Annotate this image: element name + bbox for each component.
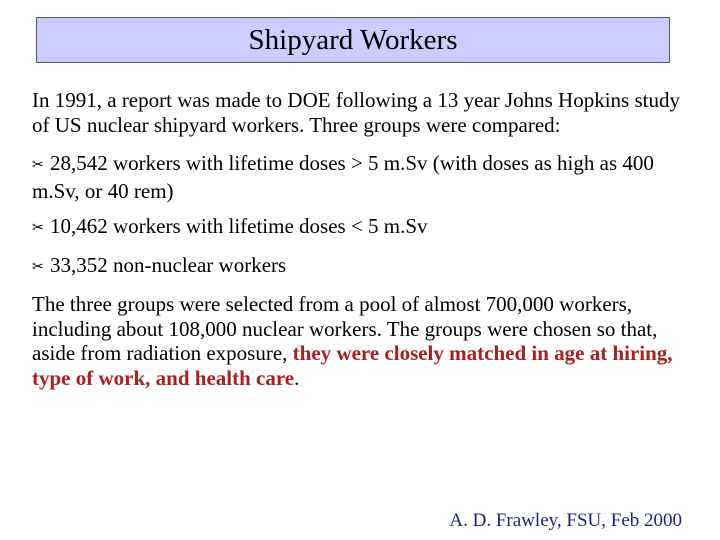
bullet-text: 10,462 workers with lifetime doses < 5 m.Sv	[50, 214, 428, 238]
bullet-item	[32, 253, 692, 281]
conclusion-emphasis: they were closely matched in age at hiring, type of work, and health care	[32, 341, 673, 390]
conclusion-paragraph	[32, 292, 692, 390]
bullet-item	[32, 151, 692, 203]
bullet-text: 28,542 workers with lifetime doses > 5 m.Sv (with doses as high as 400 m.Sv, or 40 rem)	[32, 151, 654, 203]
bullet-list	[32, 151, 692, 280]
conclusion-text: The three groups were selected from a pool of almost 700,000 workers, including about 108,000 nuclear workers. The groups were chosen so that, aside from radiation exposure,	[32, 292, 658, 365]
conclusion-period: .	[294, 365, 300, 390]
bullet-text: 33,352 non-nuclear workers	[50, 252, 287, 277]
bullet-item	[32, 214, 692, 242]
title-box	[36, 17, 670, 63]
intro-paragraph: In 1991, a report was made to DOE following a 13 year Johns Hopkins study of US nuclear shipyard workers. Three groups were compared:	[32, 88, 680, 137]
scissors-icon: ✂	[32, 259, 44, 275]
footer-credit: A. D. Frawley, FSU, Feb 2000	[449, 510, 682, 531]
slide-title: Shipyard Workers	[248, 24, 458, 56]
scissors-icon: ✂	[32, 158, 44, 173]
slide-body	[32, 88, 692, 390]
scissors-icon: ✂	[32, 221, 44, 236]
